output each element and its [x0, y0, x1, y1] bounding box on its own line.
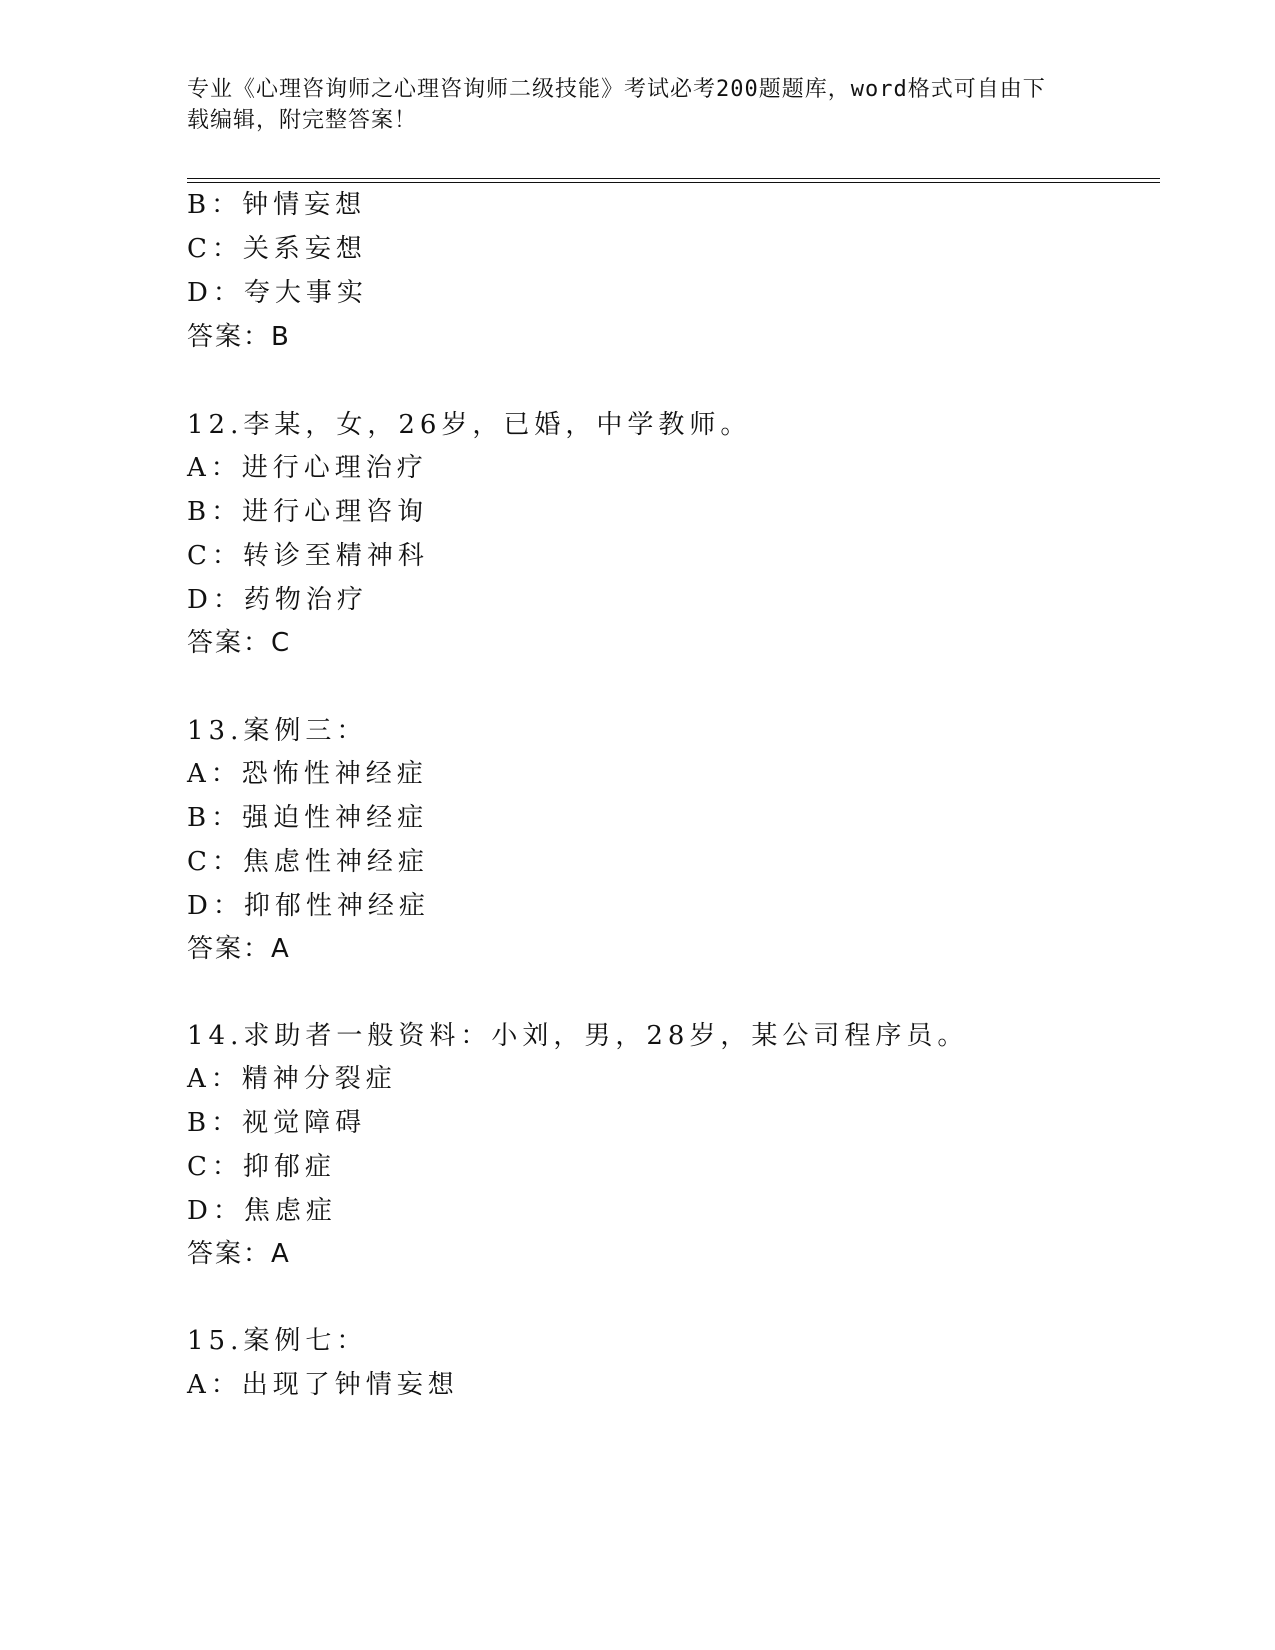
- prev-answer: 答案：B: [187, 322, 291, 352]
- q13-option-b: B：强迫性神经症: [187, 803, 429, 833]
- q13-option-a: A：恐怖性神经症: [187, 759, 428, 789]
- q12-answer: 答案：C: [187, 628, 292, 658]
- header-rule-top: [187, 178, 1160, 179]
- q14-option-c: C：抑郁症: [187, 1152, 336, 1182]
- q14-option-a: A：精神分裂症: [187, 1064, 397, 1094]
- header-rule-bottom: [187, 182, 1160, 183]
- prev-option-b: B：钟情妄想: [187, 190, 367, 220]
- q13-question: 13.案例三：: [187, 716, 368, 746]
- q12-option-c: C：转诊至精神科: [187, 541, 429, 571]
- q14-option-d: D：焦虑症: [187, 1196, 337, 1226]
- q13-option-d: D：抑郁性神经症: [187, 891, 430, 921]
- q13-answer: 答案：A: [187, 934, 291, 964]
- q13-option-c: C：焦虑性神经症: [187, 847, 429, 877]
- q14-option-b: B：视觉障碍: [187, 1108, 367, 1138]
- q12-option-b: B：进行心理咨询: [187, 497, 429, 527]
- q15-option-a: A：出现了钟情妄想: [187, 1370, 459, 1400]
- q12-option-a: A：进行心理治疗: [187, 453, 428, 483]
- prev-option-d: D：夸大事实: [187, 278, 368, 308]
- q14-answer: 答案：A: [187, 1239, 291, 1269]
- q12-option-d: D：药物治疗: [187, 585, 368, 615]
- q15-question: 15.案例七：: [187, 1326, 368, 1356]
- document-header: 专业《心理咨询师之心理咨询师二级技能》考试必考200题题库，word格式可自由下载编辑，附完整答案！: [187, 77, 1046, 133]
- q14-question: 14.求助者一般资料：小刘，男，28岁，某公司程序员。: [187, 1021, 969, 1051]
- q12-question: 12.李某，女，26岁，已婚，中学教师。: [187, 410, 752, 440]
- prev-option-c: C：关系妄想: [187, 234, 367, 264]
